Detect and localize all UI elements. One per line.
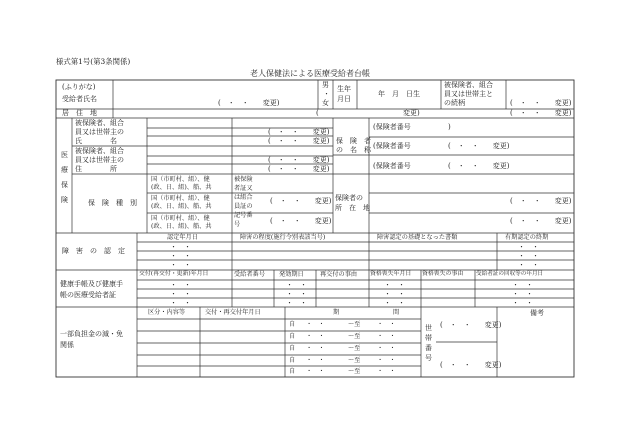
furigana-label: (ふりがな) bbox=[62, 83, 96, 91]
disability-end-1[interactable]: ・ ・ bbox=[518, 243, 539, 251]
household-change-1[interactable]: ( ・ ・ 変更) bbox=[440, 321, 502, 329]
sex-female[interactable]: 女 bbox=[322, 99, 329, 107]
disability-end-3[interactable]: ・ ・ bbox=[518, 261, 539, 269]
disability-header-degree: 障害の程度(施行令別表該当号) bbox=[240, 234, 326, 241]
household-label-1: 世 bbox=[425, 324, 432, 332]
period-from-5: 自 bbox=[289, 368, 296, 375]
card-recovery-3[interactable]: ・ ・ bbox=[512, 299, 533, 307]
period-from-date-5[interactable]: ・ ・ bbox=[306, 368, 325, 375]
period-to-date-3[interactable]: ・ ・ bbox=[377, 345, 396, 352]
card-change-1[interactable]: ( ・ ・ 変更) bbox=[270, 197, 332, 205]
card-header-number: 受給者番号 bbox=[234, 271, 265, 278]
disability-end-2[interactable]: ・ ・ bbox=[518, 252, 539, 260]
insurer-number-1[interactable]: (保険者番号 bbox=[373, 123, 411, 131]
period-from-3: 自 bbox=[289, 345, 296, 352]
relation-label-3: の続柄 bbox=[444, 99, 465, 107]
medical-insurance-side-3: 保 bbox=[61, 181, 68, 189]
insured-name-label-2: 員又は世帯主の bbox=[75, 128, 124, 136]
card-label-2: 者証又 bbox=[234, 185, 253, 192]
insurance-category-1a[interactable]: 国（市町村、組）、健 bbox=[151, 176, 210, 183]
insured-name-label-3: 氏 名 bbox=[75, 137, 117, 145]
household-label-4: 号 bbox=[425, 354, 432, 362]
insured-name-change-1[interactable]: ( ・ ・ 変更) bbox=[268, 128, 330, 136]
name-change-field[interactable]: ( ・ ・ 変更) bbox=[218, 99, 280, 107]
period-to-date-5[interactable]: ・ ・ bbox=[377, 368, 396, 375]
card-label-1: 被保険 bbox=[234, 176, 253, 183]
card-effective-3[interactable]: ・ ・ bbox=[286, 299, 307, 307]
card-label-3: は組合 bbox=[234, 194, 253, 201]
insurer-number-2[interactable]: (保険者番号 bbox=[373, 142, 411, 150]
insurer-number-3[interactable]: (保険者番号 bbox=[373, 162, 411, 170]
copay-label-1: 一部負担金の減・免 bbox=[60, 330, 123, 338]
card-label-6: 号 bbox=[234, 221, 241, 228]
copay-header-issue: 交付・再交付年月日 bbox=[205, 309, 261, 316]
card-recovery-2[interactable]: ・ ・ bbox=[512, 290, 533, 298]
insurer-addr-label-2: 所 在 地 bbox=[335, 204, 370, 212]
insured-name-label-1: 被保険者、組合 bbox=[75, 119, 124, 127]
relation-label-2: 員又は世帯主と bbox=[444, 90, 493, 98]
residence-change-field[interactable]: ( ・ ・ 変更) bbox=[510, 109, 572, 117]
insurance-type-label: 保 険 種 別 bbox=[88, 199, 137, 207]
insurance-category-3a[interactable]: 国（市町村、組）、健 bbox=[151, 215, 210, 222]
disability-date-1[interactable]: ・ ・ bbox=[170, 243, 191, 251]
card-issue-date-3[interactable]: ・ ・ bbox=[170, 299, 191, 307]
period-from-2: 自 bbox=[289, 333, 296, 340]
insurance-category-2a[interactable]: 国（市町村、組）、健 bbox=[151, 195, 210, 202]
residence-change[interactable]: 変更) bbox=[403, 109, 420, 117]
period-from-1: 自 bbox=[289, 321, 296, 328]
card-effective-1[interactable]: ・ ・ bbox=[286, 281, 307, 289]
relation-label-1: 被保険者、組合 bbox=[444, 81, 493, 89]
disability-header-date: 認定年月日 bbox=[167, 234, 198, 241]
insurer-addr-change-2[interactable]: ( ・ ・ 変更) bbox=[510, 217, 572, 225]
period-to-date-1[interactable]: ・ ・ bbox=[377, 321, 396, 328]
copay-header-period-2: 間 bbox=[393, 309, 400, 316]
disability-header-documents: 障害認定の基礎となった書類 bbox=[377, 234, 458, 241]
residence-label: 居 住 地 bbox=[62, 109, 97, 117]
period-from-4: 自 bbox=[289, 357, 296, 364]
copay-header-category: 区分・内容等 bbox=[148, 309, 186, 316]
insurance-category-2b[interactable]: (政、日、組)、船、共 bbox=[151, 203, 212, 210]
period-from-date-3[interactable]: ・ ・ bbox=[306, 345, 325, 352]
period-from-date-1[interactable]: ・ ・ bbox=[306, 321, 325, 328]
card-change-2[interactable]: ( ・ ・ 変更) bbox=[270, 217, 332, 225]
card-recovery-1[interactable]: ・ ・ bbox=[512, 281, 533, 289]
insured-addr-change-2[interactable]: ( ・ ・ 変更) bbox=[268, 165, 330, 173]
card-effective-2[interactable]: ・ ・ bbox=[286, 290, 307, 298]
card-issue-date-1[interactable]: ・ ・ bbox=[170, 281, 191, 289]
card-loss-date-3[interactable]: ・ ・ bbox=[384, 299, 405, 307]
insured-name-change-2[interactable]: ( ・ ・ 変更) bbox=[268, 137, 330, 145]
birth-label-2: 月日 bbox=[337, 95, 351, 103]
insured-addr-label-1: 被保険者、組合 bbox=[75, 147, 124, 155]
card-header-loss-date: 資格喪失年月日 bbox=[370, 271, 412, 277]
card-header-effective: 発効期日 bbox=[279, 271, 304, 278]
card-header-reissue-reason: 再交付の事由 bbox=[320, 271, 358, 278]
household-label-3: 番 bbox=[425, 344, 432, 352]
insurance-category-1b[interactable]: (政、日、組)、船、共 bbox=[151, 184, 212, 191]
insured-addr-label-2: 員又は世帯主の bbox=[75, 156, 124, 164]
period-from-date-2[interactable]: ・ ・ bbox=[306, 333, 325, 340]
insurer-name-label-2: の 名 称 bbox=[336, 146, 371, 154]
card-loss-date-2[interactable]: ・ ・ bbox=[384, 290, 405, 298]
insurer-number-1-close: ) bbox=[448, 123, 451, 131]
form-title: 老人保健法による医療受給者台帳 bbox=[250, 69, 370, 78]
copay-label-2: 関係 bbox=[60, 341, 74, 349]
period-to-5: ～至 bbox=[348, 368, 361, 375]
household-label-2: 帯 bbox=[425, 334, 432, 342]
medical-insurance-side-4: 険 bbox=[61, 196, 68, 204]
period-to-4: ～至 bbox=[348, 357, 361, 364]
period-to-1: ～至 bbox=[348, 321, 361, 328]
card-label-4: 員証の bbox=[234, 203, 253, 210]
disability-header-end: 有期認定の終期 bbox=[505, 234, 549, 241]
period-from-date-4[interactable]: ・ ・ bbox=[306, 357, 325, 364]
insurer-name-label-1: 保 険 者 bbox=[336, 137, 371, 145]
insurer-number-2-change[interactable]: ( ・ ・ 変更) bbox=[448, 142, 510, 150]
medical-insurance-side-1: 医 bbox=[61, 151, 68, 159]
household-change-2[interactable]: ( ・ ・ 変更) bbox=[440, 361, 502, 369]
insurance-category-3b[interactable]: (政、日、組)、船、共 bbox=[151, 223, 212, 230]
medical-insurance-side-2: 療 bbox=[61, 166, 68, 174]
disability-date-2[interactable]: ・ ・ bbox=[170, 252, 191, 260]
card-header-loss-reason: 資格喪失の事由 bbox=[422, 271, 464, 277]
period-to-2: ～至 bbox=[348, 333, 361, 340]
insurer-addr-label-1: 保険者の bbox=[335, 194, 363, 202]
recipient-name-label: 受給者氏名 bbox=[62, 95, 97, 103]
relation-change-field[interactable]: ( ・ ・ 変更) bbox=[510, 99, 572, 107]
disability-date-3[interactable]: ・ ・ bbox=[170, 261, 191, 269]
card-header-recovery: 受給者証の回収等の年月日 bbox=[476, 271, 544, 277]
card-issue-label-2: 帳の医療受給者証 bbox=[60, 291, 116, 299]
birth-date-field[interactable]: 年 月 日生 bbox=[378, 90, 420, 98]
sex-separator: ・ bbox=[323, 90, 330, 98]
sex-male[interactable]: 男 bbox=[322, 81, 329, 89]
disability-label: 障 害 の 認 定 bbox=[62, 247, 125, 255]
insured-addr-label-3: 住 所 bbox=[75, 165, 117, 173]
card-label-5: 記号番 bbox=[234, 212, 253, 219]
period-to-3: ～至 bbox=[348, 345, 361, 352]
card-loss-date-1[interactable]: ・ ・ bbox=[384, 281, 405, 289]
insured-addr-change-1[interactable]: ( ・ ・ 変更) bbox=[268, 156, 330, 164]
card-header-issue: 交付(再交付・更新)年月日 bbox=[139, 271, 209, 277]
birth-label-1: 生年 bbox=[337, 85, 351, 93]
insurer-addr-change-1[interactable]: ( ・ ・ 変更) bbox=[510, 197, 572, 205]
insurer-number-3-change[interactable]: ( ・ ・ 変更) bbox=[448, 162, 510, 170]
notes-label: 備考 bbox=[530, 309, 544, 317]
residence-paren: ( bbox=[316, 109, 319, 117]
copay-header-period-1: 期 bbox=[333, 309, 340, 316]
card-issue-date-2[interactable]: ・ ・ bbox=[170, 290, 191, 298]
card-issue-label-1: 健康手帳及び健康手 bbox=[60, 280, 123, 288]
form-number-label: 様式第1号(第3条関係) bbox=[56, 57, 131, 66]
period-to-date-4[interactable]: ・ ・ bbox=[377, 357, 396, 364]
period-to-date-2[interactable]: ・ ・ bbox=[377, 333, 396, 340]
